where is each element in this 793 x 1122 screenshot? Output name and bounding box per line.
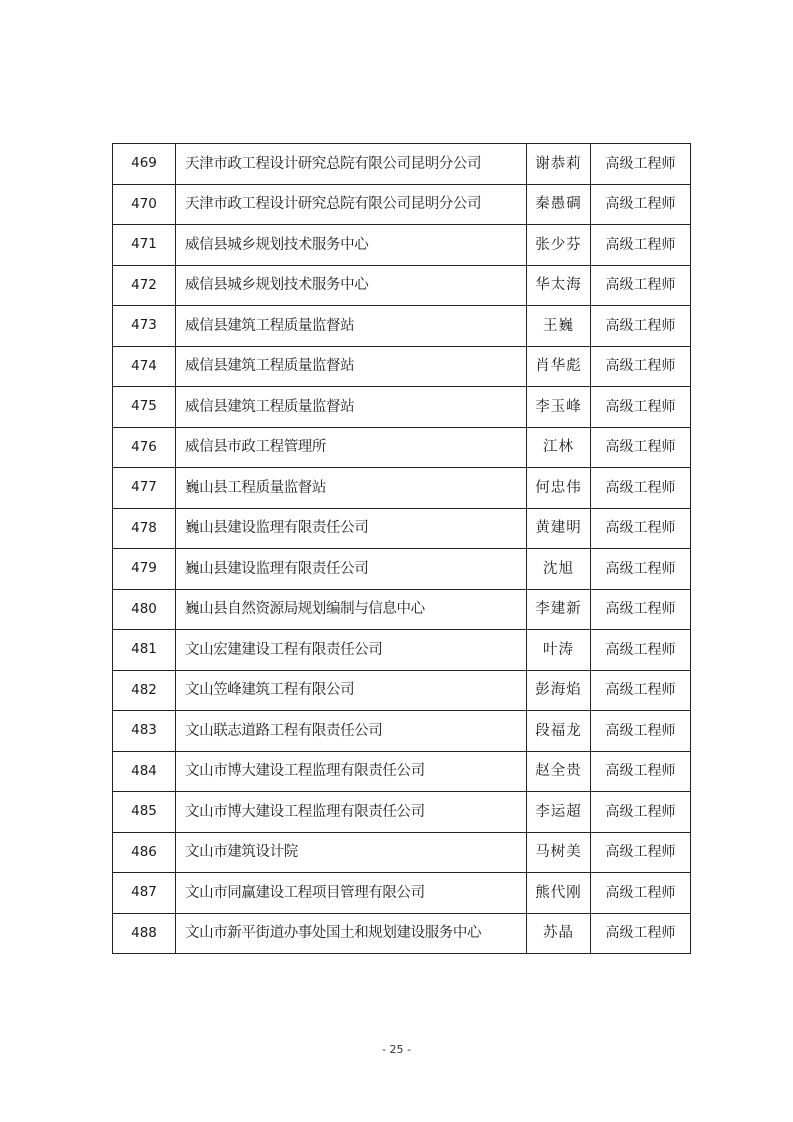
row-number: 478	[113, 508, 176, 549]
row-number: 479	[113, 549, 176, 590]
organization-name: 巍山县建设监理有限责任公司	[176, 508, 527, 549]
person-name: 肖华彪	[527, 346, 591, 387]
table-row	[113, 670, 691, 711]
professional-title: 高级工程师	[591, 468, 691, 509]
person-name: 王巍	[527, 306, 591, 347]
row-number: 485	[113, 792, 176, 833]
row-number: 475	[113, 387, 176, 428]
professional-title: 高级工程师	[591, 346, 691, 387]
organization-name: 文山市建筑设计院	[176, 832, 527, 873]
professional-title: 高级工程师	[591, 670, 691, 711]
professional-title: 高级工程师	[591, 225, 691, 266]
table-row	[113, 306, 691, 347]
person-name: 沈旭	[527, 549, 591, 590]
organization-name: 天津市政工程设计研究总院有限公司昆明分公司	[176, 144, 527, 185]
organization-name: 文山宏建建设工程有限责任公司	[176, 630, 527, 671]
organization-name: 巍山县建设监理有限责任公司	[176, 549, 527, 590]
person-name: 张少芬	[527, 225, 591, 266]
table-row	[113, 225, 691, 266]
table-row	[113, 913, 691, 954]
row-number: 483	[113, 711, 176, 752]
table-row	[113, 832, 691, 873]
row-number: 484	[113, 751, 176, 792]
table-row	[113, 589, 691, 630]
table-row	[113, 427, 691, 468]
professional-title: 高级工程师	[591, 711, 691, 752]
table-row	[113, 751, 691, 792]
person-name: 段福龙	[527, 711, 591, 752]
professional-title: 高级工程师	[591, 832, 691, 873]
professional-title: 高级工程师	[591, 913, 691, 954]
organization-name: 天津市政工程设计研究总院有限公司昆明分公司	[176, 184, 527, 225]
row-number: 471	[113, 225, 176, 266]
page-number: - 25 -	[382, 1043, 411, 1056]
person-name: 李玉峰	[527, 387, 591, 428]
table-row	[113, 549, 691, 590]
organization-name: 威信县市政工程管理所	[176, 427, 527, 468]
table-row	[113, 508, 691, 549]
person-name: 谢恭莉	[527, 144, 591, 185]
person-name: 何忠伟	[527, 468, 591, 509]
organization-name: 威信县城乡规划技术服务中心	[176, 225, 527, 266]
professional-title: 高级工程师	[591, 589, 691, 630]
organization-name: 威信县建筑工程质量监督站	[176, 346, 527, 387]
person-name: 马树美	[527, 832, 591, 873]
professional-title: 高级工程师	[591, 427, 691, 468]
table-row	[113, 184, 691, 225]
organization-name: 威信县建筑工程质量监督站	[176, 306, 527, 347]
person-name: 李建新	[527, 589, 591, 630]
professional-title: 高级工程师	[591, 873, 691, 914]
professional-title: 高级工程师	[591, 306, 691, 347]
row-number: 487	[113, 873, 176, 914]
table-row	[113, 792, 691, 833]
person-name: 叶涛	[527, 630, 591, 671]
table-row	[113, 265, 691, 306]
organization-name: 文山市新平街道办事处国土和规划建设服务中心	[176, 913, 527, 954]
person-name: 黄建明	[527, 508, 591, 549]
person-name: 熊代刚	[527, 873, 591, 914]
person-name: 李运超	[527, 792, 591, 833]
roster-table	[112, 143, 691, 954]
person-name: 秦愚碉	[527, 184, 591, 225]
organization-name: 文山笠峰建筑工程有限公司	[176, 670, 527, 711]
row-number: 486	[113, 832, 176, 873]
organization-name: 威信县建筑工程质量监督站	[176, 387, 527, 428]
person-name: 赵全贵	[527, 751, 591, 792]
professional-title: 高级工程师	[591, 508, 691, 549]
row-number: 474	[113, 346, 176, 387]
organization-name: 文山市博大建设工程监理有限责任公司	[176, 751, 527, 792]
row-number: 469	[113, 144, 176, 185]
table-row	[113, 711, 691, 752]
person-name: 彭海焰	[527, 670, 591, 711]
row-number: 477	[113, 468, 176, 509]
table-row	[113, 873, 691, 914]
row-number: 481	[113, 630, 176, 671]
professional-title: 高级工程师	[591, 144, 691, 185]
professional-title: 高级工程师	[591, 184, 691, 225]
row-number: 473	[113, 306, 176, 347]
table-row	[113, 630, 691, 671]
person-name: 江林	[527, 427, 591, 468]
organization-name: 巍山县自然资源局规划编制与信息中心	[176, 589, 527, 630]
row-number: 488	[113, 913, 176, 954]
professional-title: 高级工程师	[591, 265, 691, 306]
row-number: 472	[113, 265, 176, 306]
organization-name: 文山联志道路工程有限责任公司	[176, 711, 527, 752]
organization-name: 威信县城乡规划技术服务中心	[176, 265, 527, 306]
organization-name: 文山市博大建设工程监理有限责任公司	[176, 792, 527, 833]
row-number: 482	[113, 670, 176, 711]
organization-name: 巍山县工程质量监督站	[176, 468, 527, 509]
roster-table-body	[113, 144, 691, 954]
row-number: 470	[113, 184, 176, 225]
professional-title: 高级工程师	[591, 751, 691, 792]
organization-name: 文山市同赢建设工程项目管理有限公司	[176, 873, 527, 914]
row-number: 476	[113, 427, 176, 468]
person-name: 华太海	[527, 265, 591, 306]
professional-title: 高级工程师	[591, 549, 691, 590]
row-number: 480	[113, 589, 176, 630]
table-row	[113, 144, 691, 185]
person-name: 苏晶	[527, 913, 591, 954]
table-row	[113, 346, 691, 387]
table-row	[113, 387, 691, 428]
professional-title: 高级工程师	[591, 387, 691, 428]
professional-title: 高级工程师	[591, 630, 691, 671]
professional-title: 高级工程师	[591, 792, 691, 833]
table-row	[113, 468, 691, 509]
